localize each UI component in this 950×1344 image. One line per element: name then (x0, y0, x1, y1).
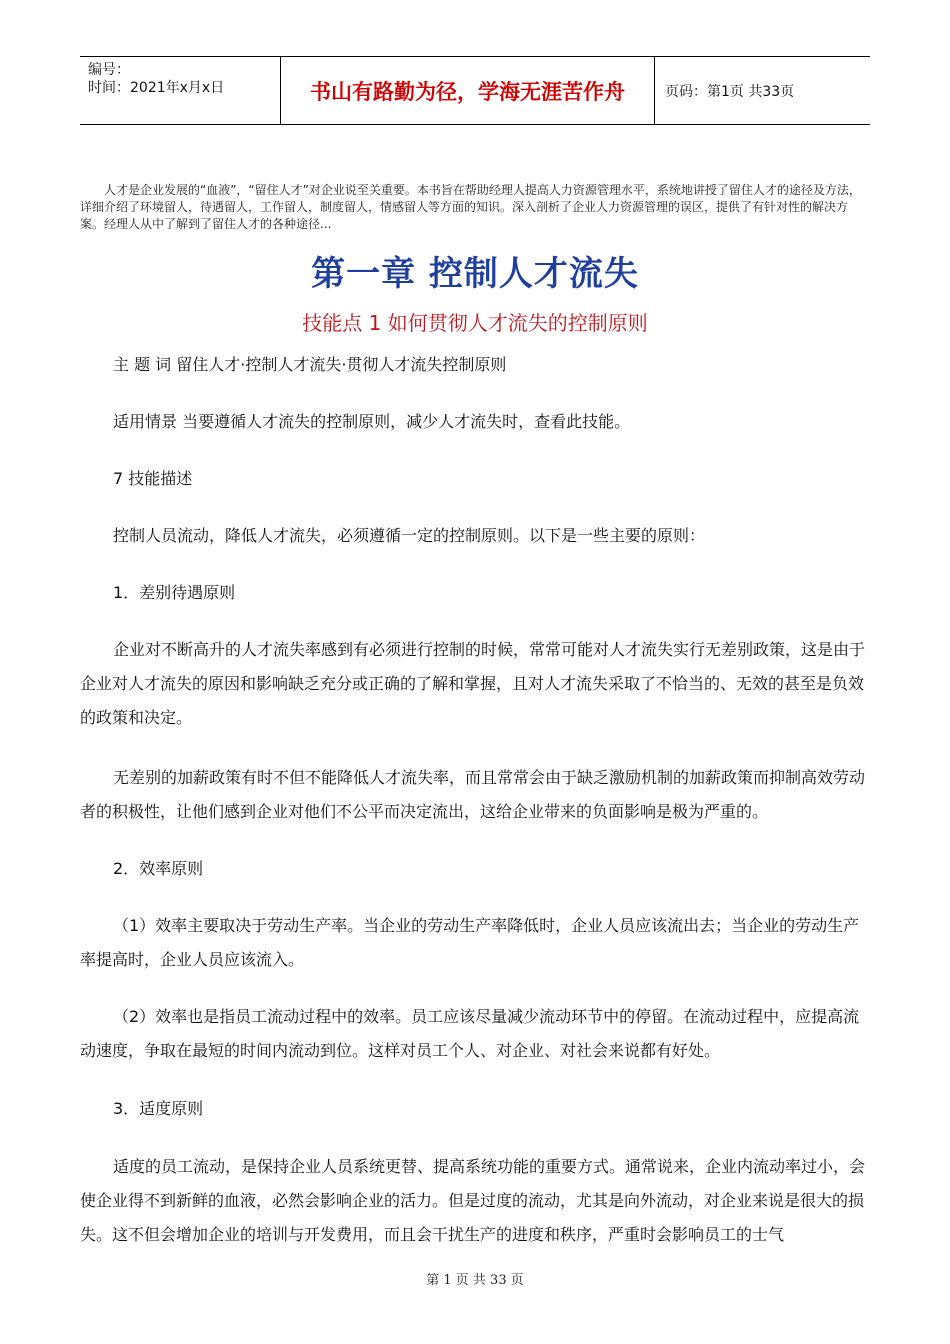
header-page-info: 页码：第1页 共33页 (665, 83, 795, 100)
intro-paragraph: 人才是企业发展的“血液”，“留住人才”对企业说至关重要。本书旨在帮助经理人提高人力资源管理水平，系统地讲授了留住人才的途径及方法，详细介绍了环境留人，待遇留人，工作留人，制度留人，情感留人等方面的知识。深入剖析了企业人力资源管理的误区，提供了有针对性的解决方案。经理人从中了解到了留住人才的各种途径... (80, 183, 861, 231)
header-meta (80, 57, 281, 124)
header-number-label: 编号： (88, 62, 130, 78)
paragraph-3: （1）效率主要取决于劳动生产率。当企业的劳动生产率降低时，企业人员应该流出去；当企业的劳动生产率提高时，企业人员应该流入。 (80, 916, 860, 969)
skill-title: 技能点 1 如何贯彻人才流失的控制原则 (302, 311, 648, 335)
lead-paragraph: 控制人员流动，降低人才流失，必须遵循一定的控制原则。以下是一些主要的原则： (113, 526, 706, 545)
principle-heading-2: 2．效率原则 (113, 859, 204, 878)
principle-heading-1: 1．差别待遇原则 (113, 583, 236, 602)
paragraph-2: 无差别的加薪政策有时不但不能降低人才流失率，而且常常会由于缺乏激励机制的加薪政策而抑制高效劳动者的积极性，让他们感到企业对他们不公平而决定流出，这给企业带来的负面影响是极为严重的。 (80, 768, 866, 821)
page-header (80, 56, 870, 125)
header-motto: 书山有路勤为径，学海无涯苦作舟 (281, 57, 655, 124)
keywords-line: 主 题 词 留住人才·控制人才流失·贯彻人才流失控制原则 (113, 355, 507, 374)
principle-heading-3: 3．适度原则 (113, 1099, 204, 1118)
paragraph-4: （2）效率也是指员工流动过程中的效率。员工应该尽量减少流动环节中的停留。在流动过程中，应提高流动速度，争取在最短的时间内流动到位。这样对员工个人、对企业、对社会来说都有好处。 (80, 1007, 860, 1060)
paragraph-5: 适度的员工流动，是保持企业人员系统更替、提高系统功能的重要方式。通常说来，企业内流动率过小，会使企业得不到新鲜的血液，必然会影响企业的活力。但是过度的流动，尤其是向外流动，对企业来说是很大的损失。这不但会增加企业的培训与开发费用，而且会干扰生产的进度和秩序，严重时会影响员工的士气 (80, 1157, 866, 1244)
page-footer: 第 1 页 共 33 页 (426, 1273, 524, 1288)
skill-description-heading: 7 技能描述 (113, 469, 193, 488)
chapter-title: 第一章 控制人才流失 (311, 254, 639, 294)
header-date-label: 时间：2021年x月x日 (88, 80, 225, 96)
scenario-line: 适用情景 当要遵循人才流失的控制原则，减少人才流失时，查看此技能。 (113, 412, 631, 431)
paragraph-1: 企业对不断高升的人才流失率感到有必须进行控制的时候，常常可能对人才流失实行无差别政策，这是由于企业对人才流失的原因和影响缺乏充分或正确的了解和掌握，且对人才流失采取了不恰当的、无效的甚至是负效的政策和决定。 (80, 640, 866, 727)
